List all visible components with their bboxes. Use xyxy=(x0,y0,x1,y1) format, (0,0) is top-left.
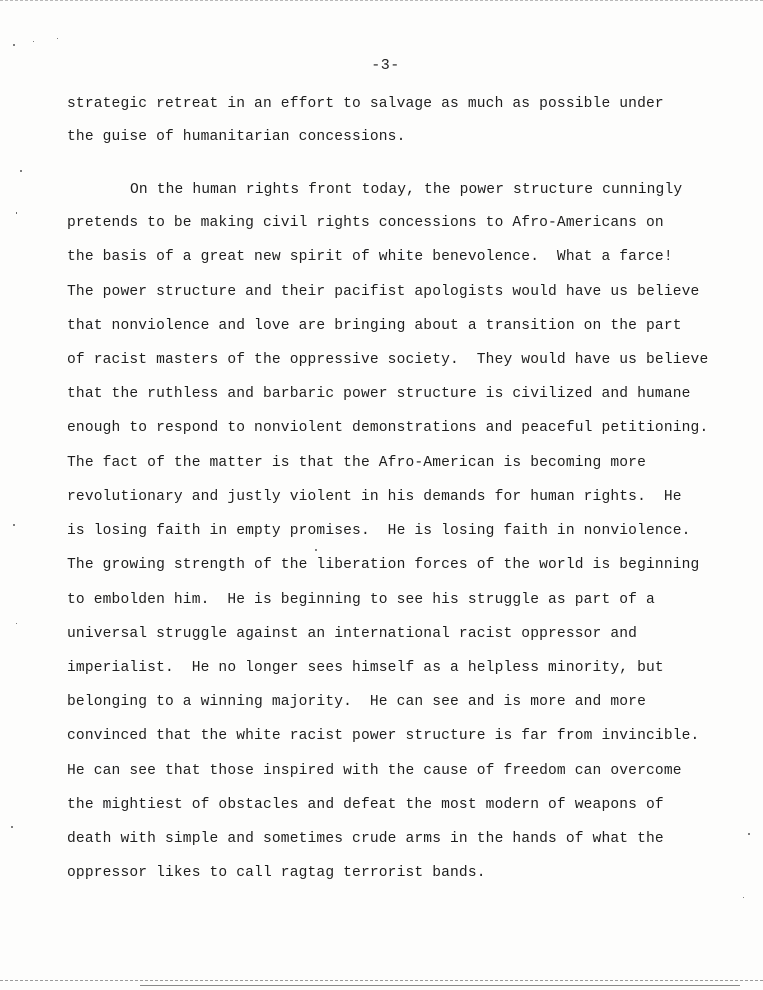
text-line: revolutionary and justly violent in his demands for human rights. He xyxy=(67,489,682,505)
text-line: enough to respond to nonviolent demonstrations and peaceful petitioning. xyxy=(67,420,709,436)
text-line: belonging to a winning majority. He can see and is more and more xyxy=(67,694,646,710)
text-line: to embolden him. He is beginning to see his struggle as part of a xyxy=(67,592,655,608)
text-line: oppressor likes to call ragtag terrorist bands. xyxy=(67,865,486,881)
text-line: of racist masters of the oppressive society. They would have us believe xyxy=(67,352,709,368)
text-line: that nonviolence and love are bringing about a transition on the part xyxy=(67,318,682,334)
text-line: The power structure and their pacifist apologists would have us believe xyxy=(67,284,700,300)
text-line: pretends to be making civil rights concessions to Afro-Americans on xyxy=(67,215,664,231)
bottom-scan-edge xyxy=(0,980,763,981)
text-line: is losing faith in empty promises. He is losing faith in nonviolence. xyxy=(67,523,691,539)
text-line: universal struggle against an international racist oppressor and xyxy=(67,626,638,642)
text-line: On the human rights front today, the power structure cunningly xyxy=(130,182,683,198)
text-line: convinced that the white racist power structure is far from invincible. xyxy=(67,728,700,744)
text-line: He can see that those inspired with the cause of freedom can overcome xyxy=(67,763,682,779)
text-line: death with simple and sometimes crude arms in the hands of what the xyxy=(67,831,664,847)
text-line: the mightiest of obstacles and defeat the most modern of weapons of xyxy=(67,797,664,813)
bottom-scan-line xyxy=(140,985,740,986)
text-line: that the ruthless and barbaric power structure is civilized and humane xyxy=(67,386,691,402)
text-line: the basis of a great new spirit of white benevolence. What a farce! xyxy=(67,249,673,265)
text-line: The fact of the matter is that the Afro-American is becoming more xyxy=(67,455,646,471)
text-line: The growing strength of the liberation forces of the world is beginning xyxy=(67,557,700,573)
text-line: strategic retreat in an effort to salvage as much as possible under xyxy=(67,96,664,112)
text-line: imperialist. He no longer sees himself as a helpless minority, but xyxy=(67,660,664,676)
text-line: the guise of humanitarian concessions. xyxy=(67,129,406,145)
page-number: -3- xyxy=(371,57,400,74)
